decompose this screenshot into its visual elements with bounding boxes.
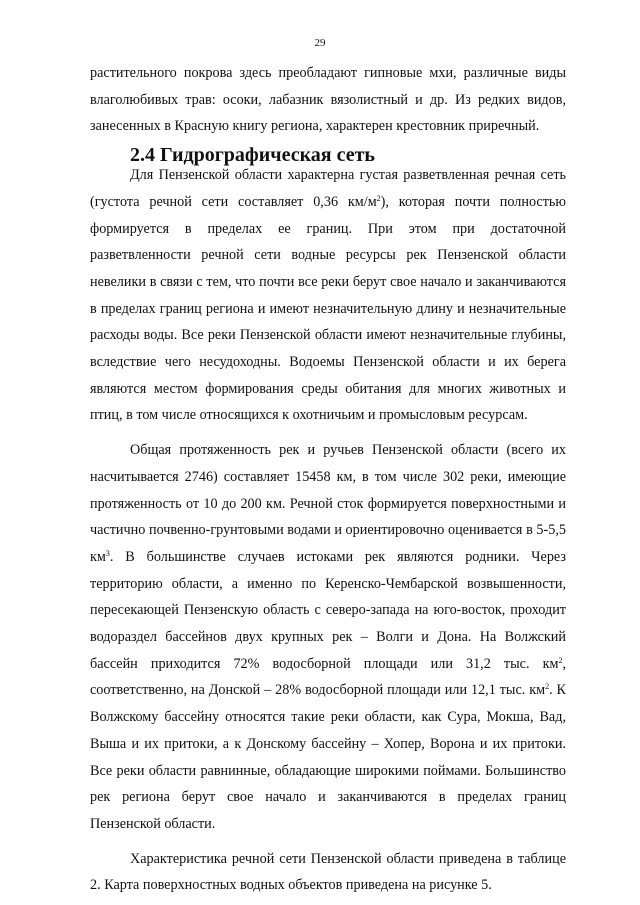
- paragraph-continuation: растительного покрова здесь преобладают гипновые мхи, различные виды влаголюбивых трав: осоки, лабазник вязолистный и др. Из редких видов, занесенных в Красную книгу региона, характерен крестовник приречный.: [90, 65, 566, 135]
- paragraph-references: Характеристика речной сети Пензенской области приведена в таблице 2. Карта поверхностных водных объектов приведена на рисунке 5.: [90, 850, 566, 894]
- text-run: . К Волжскому бассейну относятся такие реки области, как Сура, Мокша, Вад, Выша и их притоки, а к Донскому бассейну – Хопер, Ворона и их притоки. Все реки области равнинные, обладающие широкими поймами. Большинство рек региона берут свое начало и заканчиваются в пределах границ Пензенской области.: [90, 682, 566, 832]
- text-run: ), которая почти полностью формируется в пределах ее границ. При этом при достаточной разветвленности речной сети водные ресурсы рек Пензенской области невелики в связи с тем, что почти все реки берут свое начало и заканчиваются в пределах границ региона и имеют незначительную длину и незначительные расходы воды. Все реки Пензенской области имеют незначительные глубины, вследствие чего несудоходны. Водоемы Пензенской области и их берега являются местом формирования среды обитания для многих животных и птиц, в том числе относящихся к охотничьим и промысловым ресурсам.: [90, 193, 566, 424]
- section-heading: 2.4 Гидрографическая сеть: [130, 144, 376, 167]
- text-run: . В большинстве случаев истоками рек являются родники. Через территорию области, а именно по Керенско-Чембарской возвышенности, пересекающей Пензенскую область с северо-запада на юго-восток, проходит водораздел бассейнов двух крупных рек – Волги и Дона. На Волжский бассейн приходится 72% водосборной площади или 31,2 тыс. км: [90, 548, 566, 672]
- text-run: Общая протяженность рек и ручьев Пензенской области (всего их насчитывается 2746) составляет 15458 км, в том числе 302 реки, имеющие протяженность от 10 до 200 км. Речной сток формируется поверхностными и частично почвенно-грунтовыми водами и ориентировочно оценивается в 5-5,5 км: [90, 442, 566, 565]
- paragraph-river-length: [90, 437, 566, 838]
- superscript: 3: [105, 548, 110, 558]
- page-number: 29: [314, 37, 326, 49]
- text-run: Для Пензенской области характерна густая разветвленная речная сеть (густота речной сети составляет 0,36 км/м: [90, 167, 566, 210]
- text-run: , соответственно, на Донской – 28% водосборной площади или 12,1 тыс. км: [90, 655, 566, 699]
- superscript: 2: [558, 655, 563, 665]
- paragraph-hydro-network: [90, 162, 566, 429]
- superscript: 2: [545, 682, 550, 692]
- superscript: 2: [376, 193, 381, 203]
- page-content: [90, 60, 566, 899]
